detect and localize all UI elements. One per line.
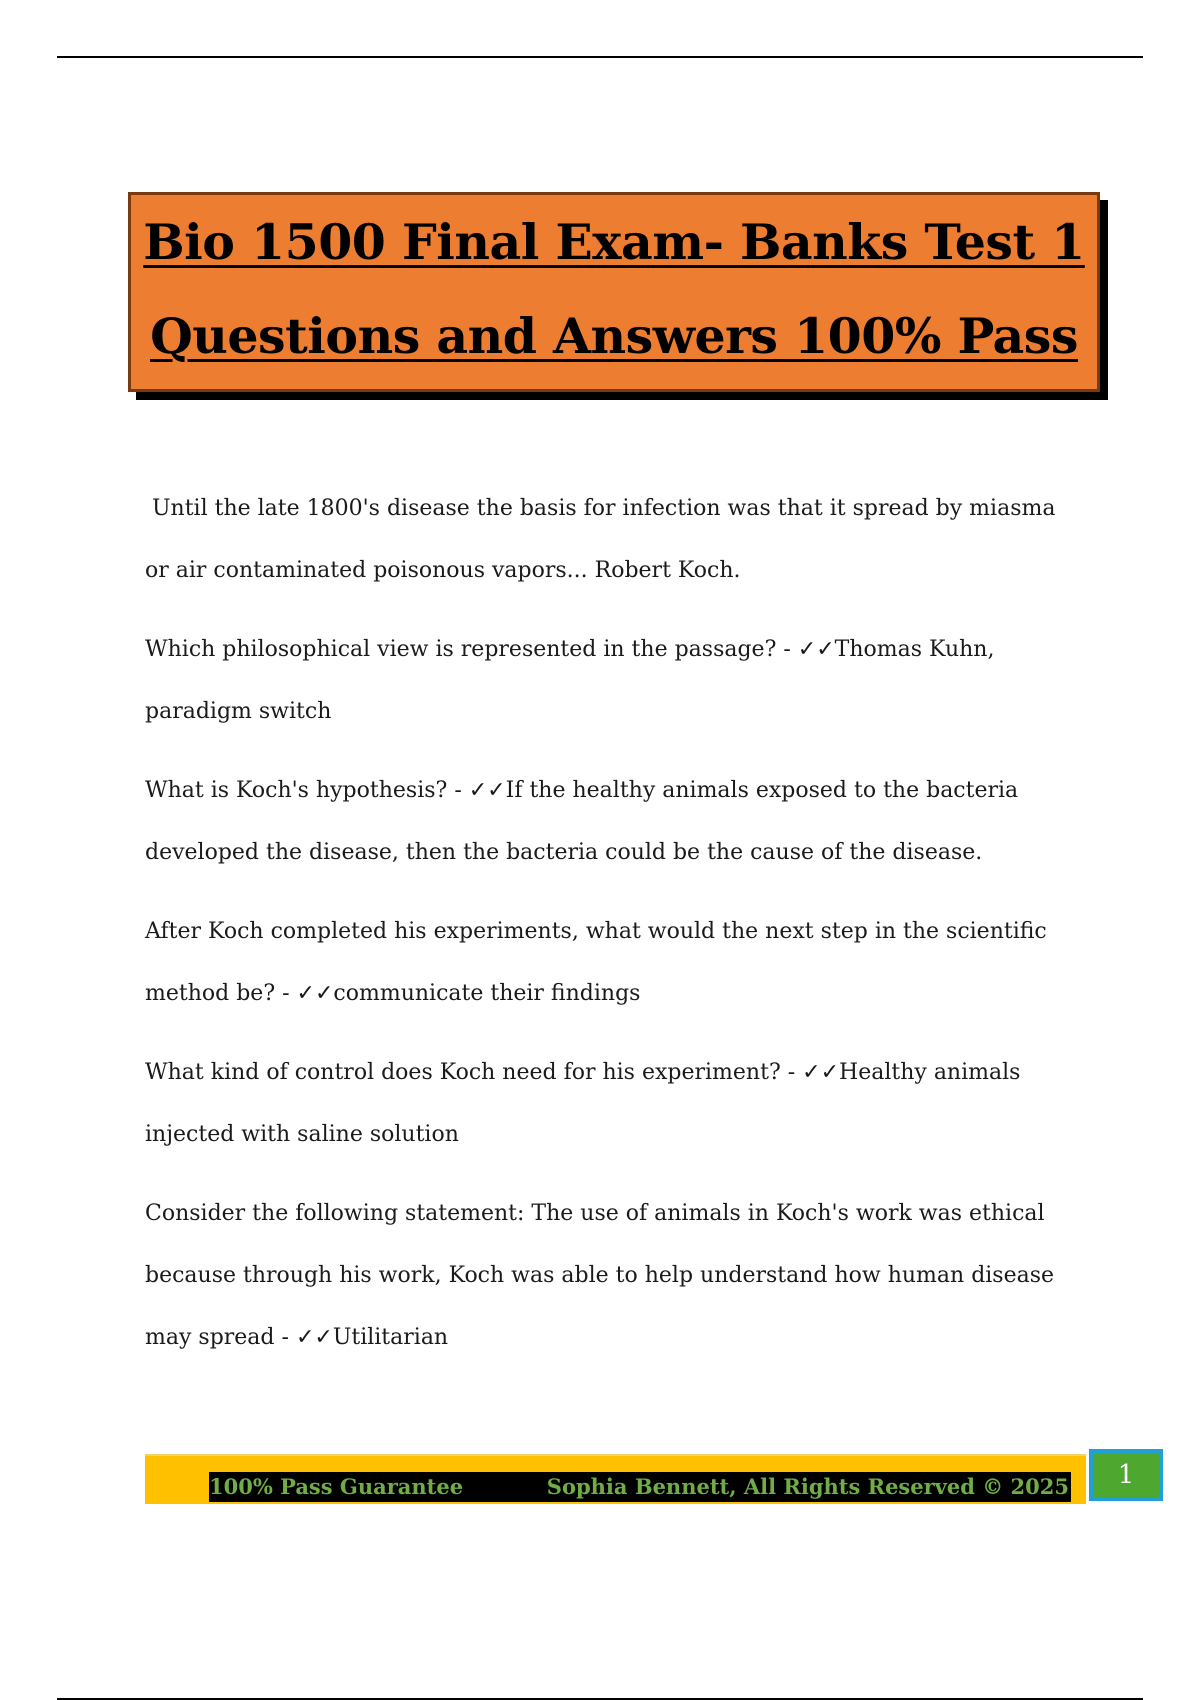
- answer-text: Healthy animals injected with saline solution: [145, 1060, 1021, 1147]
- footer-copyright-text: Sophia Bennett, All Rights Reserved © 2025: [546, 1474, 1069, 1499]
- title-line-1: Bio 1500 Final Exam- Banks Test 1: [143, 213, 1085, 271]
- qa-item: [145, 901, 1085, 1025]
- question-text: Consider the following statement: The use of animals in Koch's work was ethical because through his work, Koch was able to help understand how human disease may spread -: [145, 1201, 1055, 1350]
- qa-item: [145, 760, 1085, 884]
- title-line-2: Questions and Answers 100% Pass: [150, 307, 1078, 365]
- double-check-icon: ✓✓: [468, 778, 506, 803]
- page-number-badge: 1: [1089, 1449, 1163, 1501]
- top-rule: [57, 56, 1143, 58]
- document-body: [145, 478, 1085, 1386]
- double-check-icon: ✓✓: [797, 637, 835, 662]
- question-text: Which philosophical view is represented in the passage? -: [145, 637, 798, 662]
- answer-text: communicate their findings: [333, 981, 641, 1006]
- qa-item: [145, 1042, 1085, 1166]
- footer-guarantee-text: 100% Pass Guarantee: [209, 1474, 464, 1499]
- page-footer: [145, 1454, 1086, 1504]
- answer-text: If the healthy animals exposed to the bacteria developed the disease, then the bacteria could be the cause of the disease.: [145, 778, 1019, 865]
- question-text: After Koch completed his experiments, what would the next step in the scientific method be? -: [145, 919, 1047, 1006]
- footer-bar: [209, 1472, 1071, 1502]
- question-text: What is Koch's hypothesis? -: [145, 778, 469, 803]
- qa-item: [145, 619, 1085, 743]
- qa-item: [145, 1183, 1085, 1369]
- question-text: What kind of control does Koch need for his experiment? -: [145, 1060, 803, 1085]
- double-check-icon: ✓✓: [802, 1060, 840, 1085]
- answer-text: Thomas Kuhn, paradigm switch: [145, 637, 995, 724]
- double-check-icon: ✓✓: [295, 1325, 333, 1350]
- intro-paragraph: Until the late 1800's disease the basis for infection was that it spread by miasma or air contaminated poisonous vapors... Robert Koch.: [145, 496, 1056, 583]
- answer-text: Utilitarian: [332, 1325, 449, 1350]
- title-banner: [128, 192, 1100, 392]
- double-check-icon: ✓✓: [296, 981, 334, 1006]
